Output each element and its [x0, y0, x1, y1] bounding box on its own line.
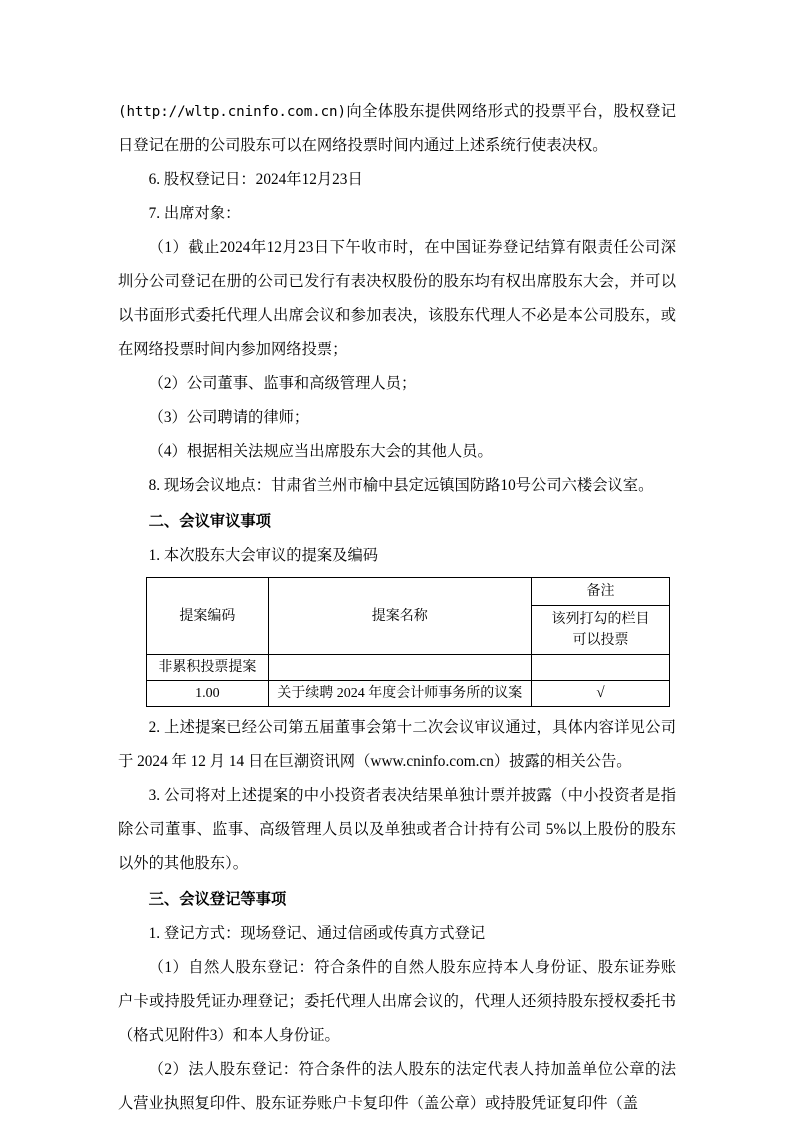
paragraph-attendee-3: （3）公司聘请的律师；: [148, 409, 310, 426]
paragraph-attendee-4: （4）根据相关法规应当出席股东大会的其他人员。: [148, 443, 493, 460]
header-proposal-name: 提案名称: [268, 578, 531, 655]
voting-platform-text: 向全体股东提供网络形式的投票平台，股权登记日登记在册的公司股东可以在网络投票时间内通过上述系统行使表决权。: [118, 103, 676, 154]
paragraph-natural-person: （1）自然人股东登记：符合条件的自然人股东应持本人身份证、股东证券账户卡或持股凭证办理登记；委托代理人出席会议的，代理人还须持股东授权委托书（格式见附件3）和本人身份证。: [118, 959, 676, 1044]
paragraph-attendees-title: 7. 出席对象：: [148, 205, 241, 222]
cell-proposal-name: [268, 655, 531, 681]
header-note-sub-line2: 可以投票: [572, 633, 629, 648]
document-body: [118, 95, 676, 1121]
table-row: [147, 681, 670, 707]
table-header-row: [147, 578, 670, 606]
header-note-sub: [531, 606, 669, 655]
header-note-sub-line1: 该列打勾的栏目: [551, 612, 650, 627]
cell-proposal-name: 关于续聘 2024 年度会计师事务所的议案: [268, 681, 531, 707]
paragraph-proposal-intro: 1. 本次股东大会审议的提案及编码: [148, 547, 379, 564]
paragraph-proposal-approved: 2. 上述提案已经公司第五届董事会第十二次会议审议通过，具体内容详见公司于 2024 年 12 月 14 日在巨潮资讯网（www.cninfo.com.cn）披露的相关公告。: [118, 719, 676, 770]
table-row: [147, 655, 670, 681]
section-heading-two: 二、会议审议事项: [148, 513, 271, 530]
voting-platform-url: (http://wltp.cninfo.com.cn): [118, 104, 346, 120]
paragraph-record-date: 6. 股权登记日：2024年12月23日: [148, 171, 363, 188]
header-proposal-code: 提案编码: [147, 578, 269, 655]
section-heading-three: 三、会议登记等事项: [148, 891, 287, 908]
paragraph-voting-platform: [118, 95, 676, 163]
paragraph-attendee-1: （1）截止2024年12月23日下午收市时，在中国证券登记结算有限责任公司深圳分公司登记在册的公司已发行有表决权股份的股东均有权出席股东大会，并可以以书面形式委托代理人出席会议和参加表决，该股东代理人不必是本公司股东，或在网络投票时间内参加网络投票；: [118, 239, 676, 358]
header-note-title: 备注: [531, 578, 669, 606]
paragraph-legal-person: （2）法人股东登记：符合条件的法人股东的法定代表人持加盖单位公章的法人营业执照复印件、股东证券账户卡复印件（盖公章）或持股凭证复印件（盖: [118, 1061, 676, 1112]
paragraph-attendee-2: （2）公司董事、监事和高级管理人员；: [148, 375, 417, 392]
paragraph-registration-method: 1. 登记方式：现场登记、通过信函或传真方式登记: [148, 925, 486, 942]
cell-proposal-code: 1.00: [147, 681, 269, 707]
cell-proposal-note: [531, 655, 669, 681]
paragraph-small-investor: 3. 公司将对上述提案的中小投资者表决结果单独计票并披露（中小投资者是指除公司董事、监事、高级管理人员以及单独或者合计持有公司 5%以上股份的股东以外的其他股东）。: [118, 787, 676, 872]
cell-proposal-note: √: [531, 681, 669, 707]
paragraph-venue: 8. 现场会议地点：甘肃省兰州市榆中县定远镇国防路10号公司六楼会议室。: [148, 477, 654, 494]
proposal-table: [146, 577, 670, 707]
cell-proposal-code: 非累积投票提案: [147, 655, 269, 681]
